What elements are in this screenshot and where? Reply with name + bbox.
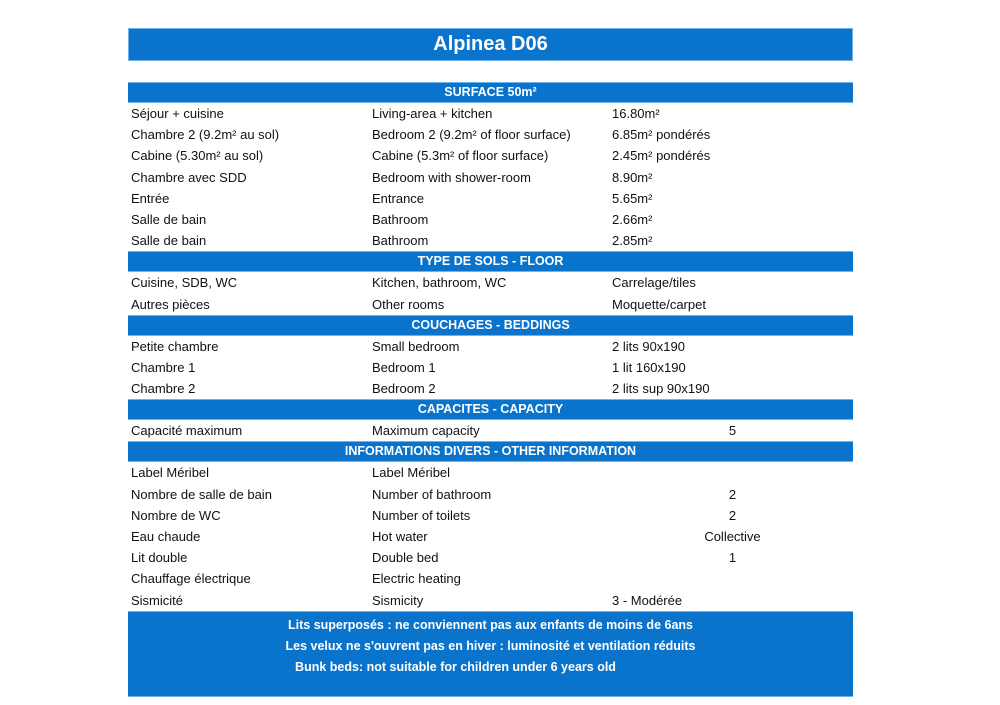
section-header-beddings: COUCHAGES - BEDDINGS: [128, 315, 853, 336]
cell-value: Moquette/carpet: [612, 296, 706, 312]
table-row: [128, 103, 853, 124]
cell-label-en: Sismicity: [372, 592, 424, 608]
cell-value: 5.65m²: [612, 190, 653, 206]
section-header-surface: SURFACE 50m²: [128, 82, 853, 103]
cell-label-fr: Entrée: [131, 190, 170, 206]
cell-label-en: Entrance: [372, 190, 425, 206]
table-row: [128, 505, 853, 526]
beddings-rows: [128, 336, 853, 400]
cell-value: [612, 462, 853, 483]
property-sheet: [128, 28, 853, 697]
cell-label-fr: Capacité maximum: [131, 423, 243, 439]
cell-label-fr: Chambre 2: [131, 381, 196, 397]
cell-value: 2 lits sup 90x190: [612, 381, 710, 397]
cell-label-fr: Autres pièces: [131, 296, 210, 312]
surface-rows: [128, 103, 853, 251]
cell-label-fr: Chambre 2 (9.2m² au sol): [131, 127, 280, 143]
note-bunk-beds-fr: Lits superposés : ne conviennent pas aux enfants de moins de 6ans: [288, 617, 693, 632]
cell-value: 2.45m² pondérés: [612, 148, 711, 164]
cell-label-fr: Chambre avec SDD: [131, 169, 247, 185]
cell-label-en: Bedroom 1: [372, 359, 436, 375]
cell-label-fr: Sismicité: [131, 592, 184, 608]
cell-label-en: Electric heating: [372, 571, 461, 587]
table-row: [128, 568, 853, 589]
cell-label-en: Double bed: [372, 550, 439, 566]
note-velux-fr: Les velux ne s'ouvrent pas en hiver : luminosité et ventilation réduits: [285, 638, 696, 653]
table-row: [128, 209, 853, 230]
cell-value: Collective: [704, 529, 761, 544]
cell-label-en: Maximum capacity: [372, 423, 480, 439]
table-row: [128, 188, 853, 209]
table-row: [128, 590, 853, 611]
section-header-other: INFORMATIONS DIVERS - OTHER INFORMATION: [128, 441, 853, 462]
cell-value: [612, 568, 853, 589]
cell-label-fr: Cabine (5.30m² au sol): [131, 148, 264, 164]
cell-label-en: Small bedroom: [372, 338, 460, 354]
table-row: [128, 547, 853, 568]
cell-label-fr: Nombre de WC: [131, 507, 221, 523]
note-bunk-beds-en: Bunk beds: not suitable for children under 6 years old: [295, 659, 616, 674]
cell-label-fr: Salle de bain: [131, 211, 207, 227]
cell-value: 5: [728, 423, 737, 439]
cell-label-fr: Cuisine, SDB, WC: [131, 275, 238, 291]
cell-value: 8.90m²: [612, 169, 653, 185]
table-row: [128, 526, 853, 547]
cell-label-en: Bedroom 2 (9.2m² of floor surface): [372, 127, 571, 143]
cell-label-fr: Lit double: [131, 550, 188, 566]
table-row: [128, 357, 853, 378]
cell-value: 1: [728, 550, 737, 566]
table-row: [128, 272, 853, 293]
cell-label-en: Number of bathroom: [372, 486, 492, 502]
cell-label-en: Bathroom: [372, 211, 429, 227]
section-header-capacity: CAPACITES - CAPACITY: [128, 399, 853, 420]
cell-label-en: Living-area + kitchen: [372, 106, 493, 121]
page-title: Alpinea D06: [128, 28, 853, 61]
table-row: [128, 462, 853, 483]
cell-label-en: Bathroom: [372, 233, 429, 249]
cell-label-en: Cabine (5.3m² of floor surface): [372, 148, 549, 164]
notes-footer: [128, 611, 853, 697]
table-row: [128, 420, 853, 441]
cell-value: 6.85m² pondérés: [612, 127, 711, 143]
cell-value: 2.85m²: [612, 233, 653, 249]
cell-value: 3 - Modérée: [612, 592, 683, 608]
cell-label-fr: Eau chaude: [131, 529, 201, 544]
cell-value: 2.66m²: [612, 211, 653, 227]
cell-label-fr: Chambre 1: [131, 359, 196, 375]
cell-label-en: Bedroom 2: [372, 381, 436, 397]
cell-value: 2 lits 90x190: [612, 338, 685, 354]
cell-label-fr: Nombre de salle de bain: [131, 486, 272, 502]
cell-value: Carrelage/tiles: [612, 275, 696, 291]
cell-value: 1 lit 160x190: [612, 359, 686, 375]
cell-label-fr: Salle de bain: [131, 233, 207, 249]
table-row: [128, 336, 853, 357]
table-row: [128, 484, 853, 505]
table-row: [128, 124, 853, 145]
cell-label-en: Hot water: [372, 529, 428, 544]
cell-label-fr: Petite chambre: [131, 338, 219, 354]
cell-label-fr: Chauffage électrique: [131, 571, 251, 587]
cell-label-en: Number of toilets: [372, 507, 471, 523]
table-row: [128, 294, 853, 315]
floor-rows: [128, 272, 853, 314]
other-rows: [128, 462, 853, 610]
cell-value: 2: [728, 507, 737, 523]
cell-label-en: Bedroom with shower-room: [372, 169, 531, 185]
capacity-rows: [128, 420, 853, 441]
table-row: [128, 378, 853, 399]
cell-value: 2: [728, 486, 737, 502]
cell-label-en: Other rooms: [372, 296, 445, 312]
cell-value: 16.80m²: [612, 106, 660, 121]
cell-label-en: Kitchen, bathroom, WC: [372, 275, 507, 291]
cell-label-fr: Label Méribel: [131, 465, 210, 481]
cell-label-en: Label Méribel: [372, 465, 451, 481]
section-header-floor: TYPE DE SOLS - FLOOR: [128, 251, 853, 272]
table-row: [128, 145, 853, 166]
table-row: [128, 230, 853, 251]
table-row: [128, 167, 853, 188]
cell-label-fr: Séjour + cuisine: [131, 106, 224, 121]
